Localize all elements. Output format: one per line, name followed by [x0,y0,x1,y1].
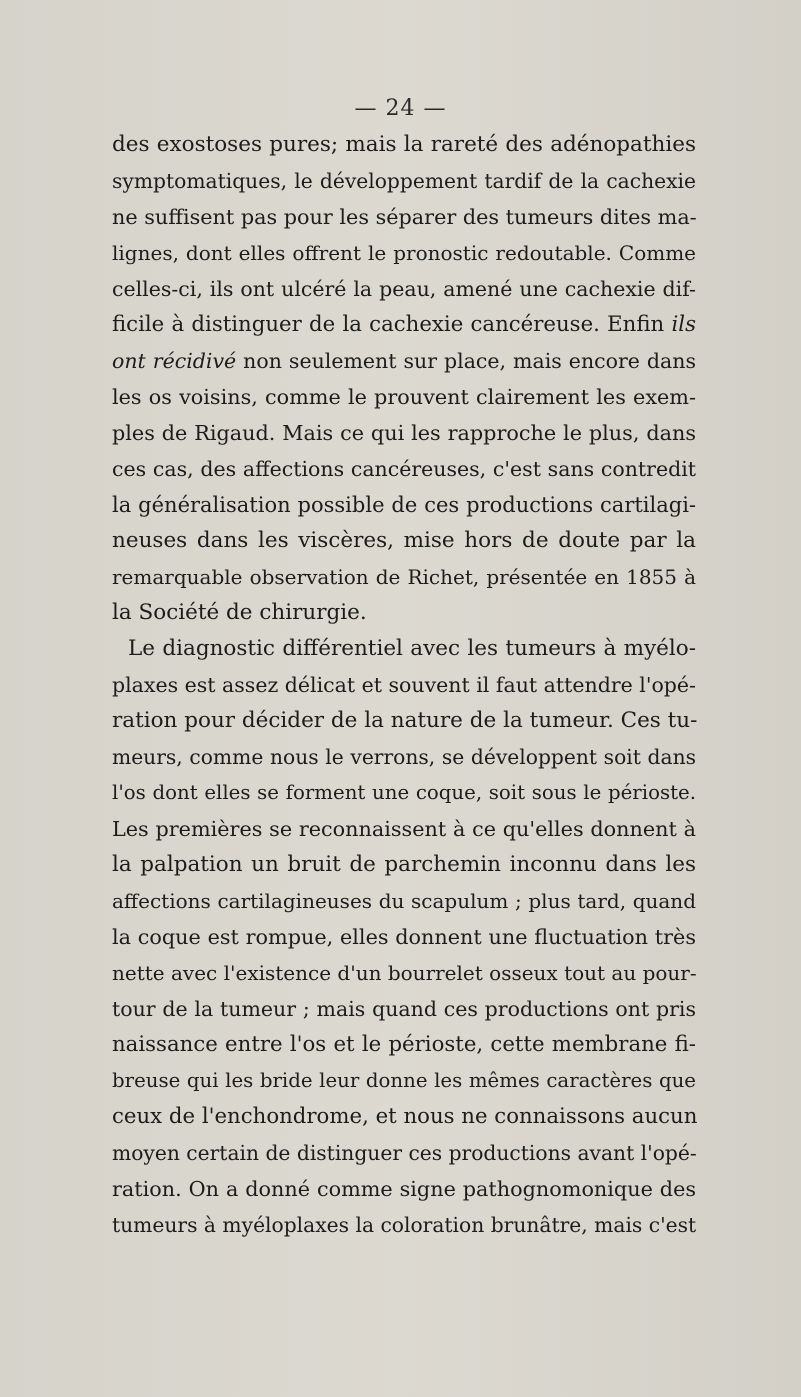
text-line: plaxes est assez délicat et souvent il faut attendre l'opé- [112,673,696,697]
text-segment: non seulement sur place, mais encore dans [243,349,696,373]
text-line: tour de la tumeur ; mais quand ces productions ont pris [112,997,696,1021]
text-line: ration pour décider de la nature de la tumeur. Ces tu- [112,708,698,733]
text-line: des exostoses pures; mais la rareté des adénopathies [112,132,696,157]
page-number: — 24 — [354,96,447,121]
text-line: l'os dont elles se forment une coque, soit sous le périoste. [112,781,696,804]
text-line: ration. On a donné comme signe pathognomonique des [112,1177,696,1201]
text-line: ples de Rigaud. Mais ce qui les rapproche le plus, dans [112,421,696,445]
text-line: moyen certain de distinguer ces productions avant l'opé- [112,1141,697,1165]
text-line: remarquable observation de Richet, présentée en 1855 à [112,565,696,589]
text-line: naissance entre l'os et le périoste, cette membrane fi- [112,1032,696,1057]
italic-text: ils [671,312,696,337]
italic-text: ont récidivé [112,349,237,373]
text-segment: ficile à distinguer de la cachexie cancéreuse. Enfin [112,312,665,337]
text-line: celles-ci, ils ont ulcéré la peau, amené une cachexie dif- [112,277,696,301]
text-line: la Société de chirurgie. [112,600,367,625]
text-line: ne suffisent pas pour les séparer des tumeurs dites ma- [112,205,697,229]
text-line: Les premières se reconnaissent à ce qu'elles donnent à [112,817,696,841]
text-line: meurs, comme nous le verrons, se développent soit dans [112,745,696,769]
text-line [112,308,696,342]
text-line: Le diagnostic différentiel avec les tumeurs à myélo- [128,636,696,661]
text-line: la coque est rompue, elles donnent une fluctuation très [112,925,696,949]
text-line: nette avec l'existence d'un bourrelet osseux tout au pour- [112,961,697,985]
text-line: la palpation un bruit de parchemin inconnu dans les [112,852,696,877]
text-line: tumeurs à myéloplaxes la coloration brunâtre, mais c'est [112,1213,697,1237]
text-line [112,344,696,378]
text-line: la généralisation possible de ces productions cartilagi- [112,493,696,517]
text-line: ces cas, des affections cancéreuses, c'est sans contredit [112,457,696,481]
text-line: neuses dans les viscères, mise hors de doute par la [112,528,696,553]
text-line: ceux de l'enchondrome, et nous ne connaissons aucun [112,1104,698,1129]
text-line: lignes, dont elles offrent le pronostic redoutable. Comme [112,241,696,265]
text-line: symptomatiques, le développement tardif de la cachexie [112,169,696,193]
text-line: les os voisins, comme le prouvent clairement les exem- [112,385,696,409]
text-line: breuse qui les bride leur donne les mêmes caractères que [112,1069,696,1092]
text-line: affections cartilagineuses du scapulum ; plus tard, quand [112,889,696,913]
